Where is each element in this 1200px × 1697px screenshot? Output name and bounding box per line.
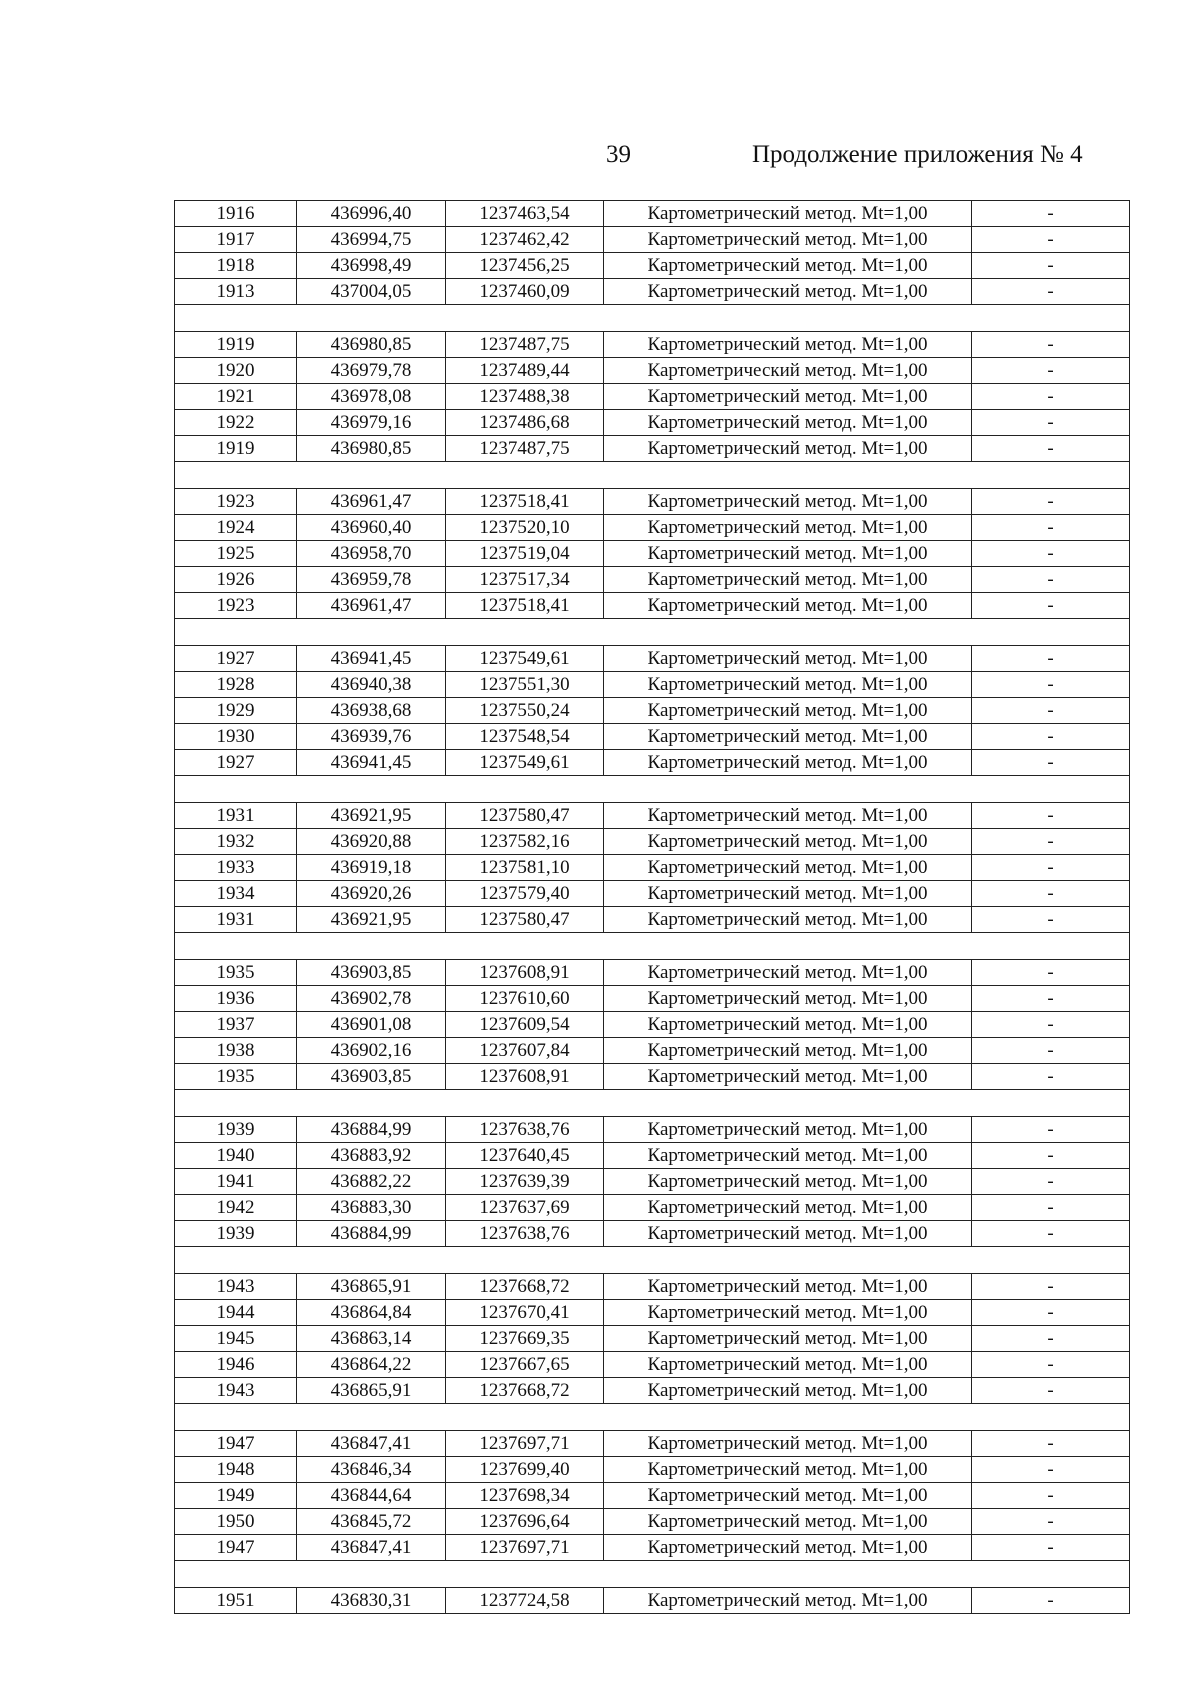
table-row [175, 358, 1130, 384]
y-coordinate-cell: 1237487,75 [446, 436, 604, 462]
point-number-cell: 1940 [175, 1143, 297, 1169]
y-coordinate-cell: 1237640,45 [446, 1143, 604, 1169]
description-cell: - [972, 1483, 1130, 1509]
y-coordinate-cell: 1237460,09 [446, 279, 604, 305]
method-cell: Картометрический метод. Mt=1,00 [604, 855, 972, 881]
table-row [175, 829, 1130, 855]
x-coordinate-cell: 436884,99 [297, 1117, 446, 1143]
description-cell: - [972, 1378, 1130, 1404]
description-cell: - [972, 541, 1130, 567]
coordinates-table-body [175, 201, 1130, 1614]
point-number-cell: 1935 [175, 960, 297, 986]
x-coordinate-cell: 436979,78 [297, 358, 446, 384]
y-coordinate-cell: 1237456,25 [446, 253, 604, 279]
separator-cell [175, 1561, 1130, 1588]
x-coordinate-cell: 436940,38 [297, 672, 446, 698]
point-number-cell: 1918 [175, 253, 297, 279]
table-row [175, 724, 1130, 750]
description-cell: - [972, 436, 1130, 462]
description-cell: - [972, 646, 1130, 672]
method-cell: Картометрический метод. Mt=1,00 [604, 279, 972, 305]
description-cell: - [972, 227, 1130, 253]
table-row [175, 1509, 1130, 1535]
group-separator-row [175, 619, 1130, 646]
description-cell: - [972, 750, 1130, 776]
y-coordinate-cell: 1237669,35 [446, 1326, 604, 1352]
y-coordinate-cell: 1237668,72 [446, 1378, 604, 1404]
description-cell: - [972, 332, 1130, 358]
table-row [175, 1431, 1130, 1457]
description-cell: - [972, 1195, 1130, 1221]
table-row [175, 698, 1130, 724]
x-coordinate-cell: 436882,22 [297, 1169, 446, 1195]
x-coordinate-cell: 436883,92 [297, 1143, 446, 1169]
point-number-cell: 1950 [175, 1509, 297, 1535]
point-number-cell: 1943 [175, 1274, 297, 1300]
x-coordinate-cell: 436994,75 [297, 227, 446, 253]
table-row [175, 1169, 1130, 1195]
y-coordinate-cell: 1237580,47 [446, 803, 604, 829]
description-cell: - [972, 1038, 1130, 1064]
method-cell: Картометрический метод. Mt=1,00 [604, 1195, 972, 1221]
point-number-cell: 1942 [175, 1195, 297, 1221]
table-row [175, 384, 1130, 410]
x-coordinate-cell: 436996,40 [297, 201, 446, 227]
method-cell: Картометрический метод. Mt=1,00 [604, 881, 972, 907]
x-coordinate-cell: 436847,41 [297, 1535, 446, 1561]
group-separator-row [175, 305, 1130, 332]
x-coordinate-cell: 436865,91 [297, 1378, 446, 1404]
description-cell: - [972, 515, 1130, 541]
separator-cell [175, 776, 1130, 803]
x-coordinate-cell: 436903,85 [297, 960, 446, 986]
table-row [175, 750, 1130, 776]
point-number-cell: 1931 [175, 803, 297, 829]
description-cell: - [972, 672, 1130, 698]
x-coordinate-cell: 436844,64 [297, 1483, 446, 1509]
table-row [175, 803, 1130, 829]
method-cell: Картометрический метод. Mt=1,00 [604, 829, 972, 855]
method-cell: Картометрический метод. Mt=1,00 [604, 1064, 972, 1090]
table-row [175, 593, 1130, 619]
y-coordinate-cell: 1237667,65 [446, 1352, 604, 1378]
y-coordinate-cell: 1237520,10 [446, 515, 604, 541]
page-number: 39 [606, 141, 631, 168]
description-cell: - [972, 907, 1130, 933]
description-cell: - [972, 855, 1130, 881]
table-row [175, 1326, 1130, 1352]
method-cell: Картометрический метод. Mt=1,00 [604, 1431, 972, 1457]
method-cell: Картометрический метод. Mt=1,00 [604, 1221, 972, 1247]
y-coordinate-cell: 1237608,91 [446, 960, 604, 986]
point-number-cell: 1913 [175, 279, 297, 305]
table-row [175, 1143, 1130, 1169]
point-number-cell: 1938 [175, 1038, 297, 1064]
x-coordinate-cell: 436921,95 [297, 803, 446, 829]
table-row [175, 1117, 1130, 1143]
table-row [175, 410, 1130, 436]
y-coordinate-cell: 1237638,76 [446, 1221, 604, 1247]
group-separator-row [175, 1561, 1130, 1588]
method-cell: Картометрический метод. Mt=1,00 [604, 1378, 972, 1404]
x-coordinate-cell: 436865,91 [297, 1274, 446, 1300]
method-cell: Картометрический метод. Mt=1,00 [604, 1169, 972, 1195]
table-row [175, 672, 1130, 698]
y-coordinate-cell: 1237579,40 [446, 881, 604, 907]
table-row [175, 1300, 1130, 1326]
x-coordinate-cell: 436959,78 [297, 567, 446, 593]
method-cell: Картометрический метод. Mt=1,00 [604, 227, 972, 253]
table-row [175, 567, 1130, 593]
y-coordinate-cell: 1237581,10 [446, 855, 604, 881]
table-row [175, 1535, 1130, 1561]
x-coordinate-cell: 436863,14 [297, 1326, 446, 1352]
y-coordinate-cell: 1237697,71 [446, 1431, 604, 1457]
description-cell: - [972, 986, 1130, 1012]
method-cell: Картометрический метод. Mt=1,00 [604, 410, 972, 436]
table-row [175, 1195, 1130, 1221]
description-cell: - [972, 829, 1130, 855]
table-row [175, 1274, 1130, 1300]
method-cell: Картометрический метод. Mt=1,00 [604, 1483, 972, 1509]
x-coordinate-cell: 436921,95 [297, 907, 446, 933]
method-cell: Картометрический метод. Mt=1,00 [604, 1274, 972, 1300]
method-cell: Картометрический метод. Mt=1,00 [604, 724, 972, 750]
point-number-cell: 1948 [175, 1457, 297, 1483]
y-coordinate-cell: 1237519,04 [446, 541, 604, 567]
description-cell: - [972, 1300, 1130, 1326]
point-number-cell: 1917 [175, 227, 297, 253]
y-coordinate-cell: 1237518,41 [446, 593, 604, 619]
group-separator-row [175, 933, 1130, 960]
y-coordinate-cell: 1237517,34 [446, 567, 604, 593]
method-cell: Картометрический метод. Mt=1,00 [604, 1588, 972, 1614]
table-row [175, 1588, 1130, 1614]
y-coordinate-cell: 1237487,75 [446, 332, 604, 358]
method-cell: Картометрический метод. Mt=1,00 [604, 332, 972, 358]
y-coordinate-cell: 1237518,41 [446, 489, 604, 515]
method-cell: Картометрический метод. Mt=1,00 [604, 1535, 972, 1561]
table-row [175, 436, 1130, 462]
point-number-cell: 1928 [175, 672, 297, 698]
separator-cell [175, 462, 1130, 489]
y-coordinate-cell: 1237580,47 [446, 907, 604, 933]
point-number-cell: 1927 [175, 646, 297, 672]
method-cell: Картометрический метод. Mt=1,00 [604, 489, 972, 515]
x-coordinate-cell: 436845,72 [297, 1509, 446, 1535]
y-coordinate-cell: 1237608,91 [446, 1064, 604, 1090]
x-coordinate-cell: 436901,08 [297, 1012, 446, 1038]
method-cell: Картометрический метод. Mt=1,00 [604, 1038, 972, 1064]
method-cell: Картометрический метод. Mt=1,00 [604, 672, 972, 698]
method-cell: Картометрический метод. Mt=1,00 [604, 541, 972, 567]
group-separator-row [175, 462, 1130, 489]
description-cell: - [972, 1326, 1130, 1352]
point-number-cell: 1930 [175, 724, 297, 750]
point-number-cell: 1926 [175, 567, 297, 593]
separator-cell [175, 1090, 1130, 1117]
x-coordinate-cell: 436998,49 [297, 253, 446, 279]
point-number-cell: 1919 [175, 332, 297, 358]
table-row [175, 1483, 1130, 1509]
y-coordinate-cell: 1237607,84 [446, 1038, 604, 1064]
x-coordinate-cell: 436883,30 [297, 1195, 446, 1221]
description-cell: - [972, 1457, 1130, 1483]
point-number-cell: 1946 [175, 1352, 297, 1378]
description-cell: - [972, 960, 1130, 986]
x-coordinate-cell: 436884,99 [297, 1221, 446, 1247]
description-cell: - [972, 1012, 1130, 1038]
table-row [175, 1378, 1130, 1404]
table-row [175, 515, 1130, 541]
y-coordinate-cell: 1237550,24 [446, 698, 604, 724]
description-cell: - [972, 698, 1130, 724]
method-cell: Картометрический метод. Mt=1,00 [604, 593, 972, 619]
x-coordinate-cell: 436864,22 [297, 1352, 446, 1378]
method-cell: Картометрический метод. Mt=1,00 [604, 567, 972, 593]
y-coordinate-cell: 1237462,42 [446, 227, 604, 253]
x-coordinate-cell: 436938,68 [297, 698, 446, 724]
x-coordinate-cell: 436980,85 [297, 436, 446, 462]
method-cell: Картометрический метод. Mt=1,00 [604, 986, 972, 1012]
method-cell: Картометрический метод. Mt=1,00 [604, 907, 972, 933]
table-row [175, 907, 1130, 933]
point-number-cell: 1939 [175, 1221, 297, 1247]
description-cell: - [972, 410, 1130, 436]
description-cell: - [972, 1064, 1130, 1090]
method-cell: Картометрический метод. Mt=1,00 [604, 1300, 972, 1326]
table-row [175, 332, 1130, 358]
description-cell: - [972, 201, 1130, 227]
y-coordinate-cell: 1237724,58 [446, 1588, 604, 1614]
x-coordinate-cell: 436830,31 [297, 1588, 446, 1614]
table-row [175, 1012, 1130, 1038]
y-coordinate-cell: 1237699,40 [446, 1457, 604, 1483]
x-coordinate-cell: 436847,41 [297, 1431, 446, 1457]
table-row [175, 960, 1130, 986]
point-number-cell: 1943 [175, 1378, 297, 1404]
description-cell: - [972, 1535, 1130, 1561]
method-cell: Картометрический метод. Mt=1,00 [604, 358, 972, 384]
separator-cell [175, 1404, 1130, 1431]
y-coordinate-cell: 1237639,39 [446, 1169, 604, 1195]
y-coordinate-cell: 1237609,54 [446, 1012, 604, 1038]
description-cell: - [972, 1431, 1130, 1457]
y-coordinate-cell: 1237697,71 [446, 1535, 604, 1561]
point-number-cell: 1931 [175, 907, 297, 933]
table-row [175, 541, 1130, 567]
table-row [175, 855, 1130, 881]
description-cell: - [972, 1588, 1130, 1614]
description-cell: - [972, 1352, 1130, 1378]
x-coordinate-cell: 436961,47 [297, 593, 446, 619]
method-cell: Картометрический метод. Mt=1,00 [604, 515, 972, 541]
group-separator-row [175, 776, 1130, 803]
table-row [175, 646, 1130, 672]
method-cell: Картометрический метод. Mt=1,00 [604, 803, 972, 829]
point-number-cell: 1945 [175, 1326, 297, 1352]
point-number-cell: 1935 [175, 1064, 297, 1090]
description-cell: - [972, 253, 1130, 279]
group-separator-row [175, 1247, 1130, 1274]
coordinates-table [174, 200, 1130, 1614]
point-number-cell: 1939 [175, 1117, 297, 1143]
point-number-cell: 1921 [175, 384, 297, 410]
method-cell: Картометрический метод. Mt=1,00 [604, 1143, 972, 1169]
method-cell: Картометрический метод. Mt=1,00 [604, 750, 972, 776]
method-cell: Картометрический метод. Mt=1,00 [604, 1012, 972, 1038]
point-number-cell: 1923 [175, 489, 297, 515]
description-cell: - [972, 724, 1130, 750]
point-number-cell: 1923 [175, 593, 297, 619]
method-cell: Картометрический метод. Mt=1,00 [604, 960, 972, 986]
table-row [175, 201, 1130, 227]
separator-cell [175, 933, 1130, 960]
description-cell: - [972, 803, 1130, 829]
description-cell: - [972, 1221, 1130, 1247]
point-number-cell: 1924 [175, 515, 297, 541]
description-cell: - [972, 358, 1130, 384]
x-coordinate-cell: 436919,18 [297, 855, 446, 881]
description-cell: - [972, 384, 1130, 410]
x-coordinate-cell: 436978,08 [297, 384, 446, 410]
method-cell: Картометрический метод. Mt=1,00 [604, 1457, 972, 1483]
x-coordinate-cell: 436979,16 [297, 410, 446, 436]
page-title: Продолжение приложения № 4 [752, 141, 1083, 168]
y-coordinate-cell: 1237668,72 [446, 1274, 604, 1300]
table-row [175, 1221, 1130, 1247]
point-number-cell: 1947 [175, 1431, 297, 1457]
x-coordinate-cell: 436958,70 [297, 541, 446, 567]
table-row [175, 1457, 1130, 1483]
point-number-cell: 1944 [175, 1300, 297, 1326]
point-number-cell: 1929 [175, 698, 297, 724]
x-coordinate-cell: 436941,45 [297, 646, 446, 672]
point-number-cell: 1925 [175, 541, 297, 567]
method-cell: Картометрический метод. Mt=1,00 [604, 646, 972, 672]
method-cell: Картометрический метод. Mt=1,00 [604, 436, 972, 462]
description-cell: - [972, 567, 1130, 593]
y-coordinate-cell: 1237489,44 [446, 358, 604, 384]
y-coordinate-cell: 1237463,54 [446, 201, 604, 227]
description-cell: - [972, 593, 1130, 619]
y-coordinate-cell: 1237551,30 [446, 672, 604, 698]
method-cell: Картометрический метод. Mt=1,00 [604, 201, 972, 227]
method-cell: Картометрический метод. Mt=1,00 [604, 384, 972, 410]
table-row [175, 489, 1130, 515]
x-coordinate-cell: 436941,45 [297, 750, 446, 776]
y-coordinate-cell: 1237698,34 [446, 1483, 604, 1509]
description-cell: - [972, 1117, 1130, 1143]
point-number-cell: 1951 [175, 1588, 297, 1614]
table-row [175, 253, 1130, 279]
group-separator-row [175, 1404, 1130, 1431]
group-separator-row [175, 1090, 1130, 1117]
point-number-cell: 1916 [175, 201, 297, 227]
table-row [175, 1064, 1130, 1090]
x-coordinate-cell: 436960,40 [297, 515, 446, 541]
method-cell: Картометрический метод. Mt=1,00 [604, 253, 972, 279]
y-coordinate-cell: 1237582,16 [446, 829, 604, 855]
point-number-cell: 1936 [175, 986, 297, 1012]
separator-cell [175, 619, 1130, 646]
table-row [175, 986, 1130, 1012]
table-row [175, 881, 1130, 907]
x-coordinate-cell: 437004,05 [297, 279, 446, 305]
separator-cell [175, 305, 1130, 332]
description-cell: - [972, 881, 1130, 907]
y-coordinate-cell: 1237610,60 [446, 986, 604, 1012]
description-cell: - [972, 279, 1130, 305]
table-row [175, 1352, 1130, 1378]
method-cell: Картометрический метод. Mt=1,00 [604, 1117, 972, 1143]
y-coordinate-cell: 1237638,76 [446, 1117, 604, 1143]
separator-cell [175, 1247, 1130, 1274]
description-cell: - [972, 1169, 1130, 1195]
y-coordinate-cell: 1237670,41 [446, 1300, 604, 1326]
x-coordinate-cell: 436902,16 [297, 1038, 446, 1064]
point-number-cell: 1941 [175, 1169, 297, 1195]
table-row [175, 227, 1130, 253]
point-number-cell: 1933 [175, 855, 297, 881]
y-coordinate-cell: 1237637,69 [446, 1195, 604, 1221]
y-coordinate-cell: 1237549,61 [446, 646, 604, 672]
description-cell: - [972, 1143, 1130, 1169]
x-coordinate-cell: 436980,85 [297, 332, 446, 358]
x-coordinate-cell: 436864,84 [297, 1300, 446, 1326]
table-row [175, 279, 1130, 305]
point-number-cell: 1947 [175, 1535, 297, 1561]
y-coordinate-cell: 1237696,64 [446, 1509, 604, 1535]
point-number-cell: 1919 [175, 436, 297, 462]
x-coordinate-cell: 436902,78 [297, 986, 446, 1012]
point-number-cell: 1934 [175, 881, 297, 907]
method-cell: Картометрический метод. Mt=1,00 [604, 1326, 972, 1352]
x-coordinate-cell: 436920,26 [297, 881, 446, 907]
point-number-cell: 1922 [175, 410, 297, 436]
method-cell: Картометрический метод. Mt=1,00 [604, 1352, 972, 1378]
y-coordinate-cell: 1237488,38 [446, 384, 604, 410]
y-coordinate-cell: 1237548,54 [446, 724, 604, 750]
method-cell: Картометрический метод. Mt=1,00 [604, 1509, 972, 1535]
x-coordinate-cell: 436939,76 [297, 724, 446, 750]
x-coordinate-cell: 436846,34 [297, 1457, 446, 1483]
description-cell: - [972, 489, 1130, 515]
point-number-cell: 1920 [175, 358, 297, 384]
description-cell: - [972, 1274, 1130, 1300]
point-number-cell: 1937 [175, 1012, 297, 1038]
x-coordinate-cell: 436920,88 [297, 829, 446, 855]
point-number-cell: 1949 [175, 1483, 297, 1509]
method-cell: Картометрический метод. Mt=1,00 [604, 698, 972, 724]
point-number-cell: 1927 [175, 750, 297, 776]
description-cell: - [972, 1509, 1130, 1535]
x-coordinate-cell: 436903,85 [297, 1064, 446, 1090]
y-coordinate-cell: 1237486,68 [446, 410, 604, 436]
table-row [175, 1038, 1130, 1064]
point-number-cell: 1932 [175, 829, 297, 855]
y-coordinate-cell: 1237549,61 [446, 750, 604, 776]
x-coordinate-cell: 436961,47 [297, 489, 446, 515]
